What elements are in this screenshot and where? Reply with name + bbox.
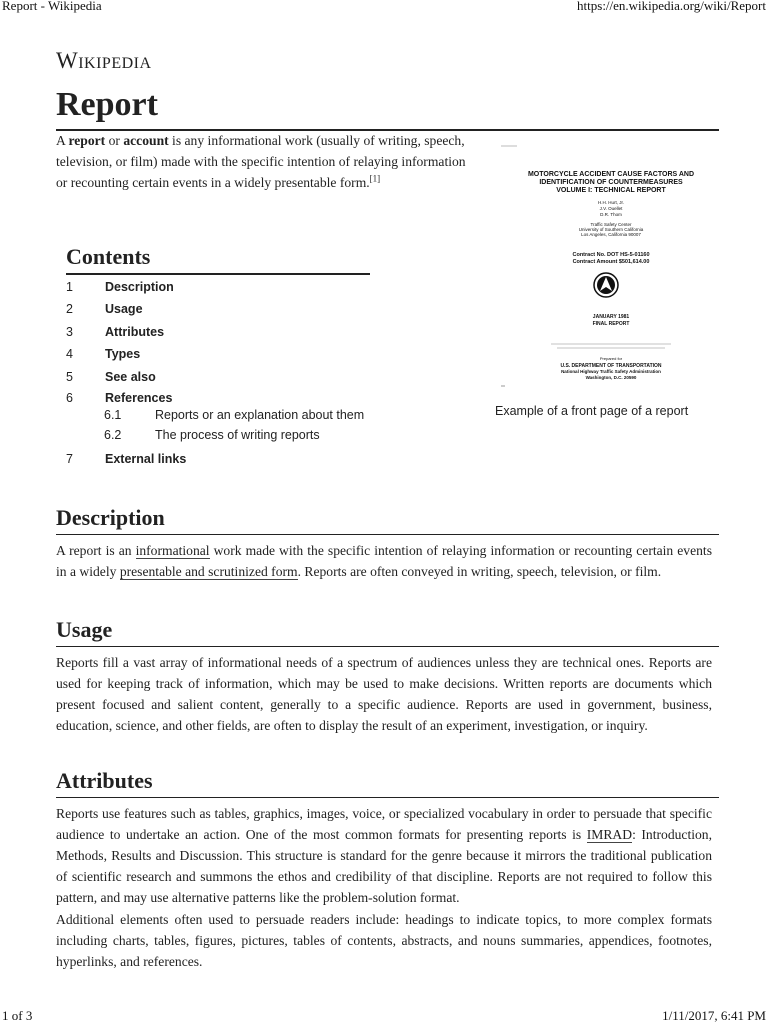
toc-label[interactable]: Usage (105, 302, 143, 316)
body-text: . Reports are often conveyed in writing, speech, television, or film. (297, 564, 662, 579)
doc-title-line-3: VOLUME I: TECHNICAL REPORT (556, 187, 666, 194)
doc-author-1: H.H. Hurt, Jr. (597, 200, 625, 205)
toc-number: 6.2 (104, 428, 122, 442)
doc-org-3: Los Angeles, California 90007 (581, 232, 641, 237)
doc-org-1: Traffic Safety Center (590, 222, 632, 227)
attributes-paragraph-1 (56, 803, 712, 908)
body-text: : Introduction, Methods, Results and Discussion. This structure is standard for the genre because it mirrors the traditional publication of scientific research and summons the ethos and credibility of that discipline. Reports are not required to follow this pattern, and may use alternative patterns like the problem-solution format. (56, 827, 712, 905)
print-header-url[interactable]: https://en.wikipedia.org/wiki/Report (577, 0, 766, 13)
doc-prepared-for: Prepared for (599, 356, 623, 361)
section-heading-description: Description (56, 504, 719, 535)
intro-text: A (56, 133, 69, 148)
report-cover-image[interactable] (493, 140, 719, 394)
toc-label[interactable]: Types (105, 347, 141, 361)
toc-number: 7 (66, 452, 73, 466)
section-heading-usage: Usage (56, 616, 719, 647)
body-text: work made with the specific intention of relaying information or recounting certain events in a widely (56, 543, 712, 579)
link-imrad[interactable]: IMRAD (586, 827, 633, 842)
body-text: Reports use features such as tables, graphics, images, voice, or specialized vocabulary in order to persuade that specific audience to undertake an action. One of the most common formats for presenting reports is (56, 806, 712, 842)
toc-number: 5 (66, 370, 73, 384)
toc-number: 3 (66, 325, 73, 339)
doc-dept: U.S. DEPARTMENT OF TRANSPORTATION (560, 363, 662, 369)
wikipedia-wordmark[interactable]: Wikipedia (56, 48, 152, 73)
usage-paragraph: Reports fill a vast array of informational needs of a spectrum of audiences unless they are technical ones. Reports are used for keeping track of information, which may be used to make decisions. Written reports are documents which present focused and salient content, generally to a specific audience. Reports are used in government, business, education, science, and other fields, are often to display the result of an experiment, investigation, or inquiry. (56, 655, 712, 733)
doc-author-3: D.R. Thom (600, 212, 622, 217)
doc-author-2: J.V. Ouellet (599, 206, 623, 211)
toc-label[interactable]: See also (105, 370, 156, 384)
doc-date: JANUARY 1981 (592, 314, 630, 320)
intro-paragraph (56, 130, 468, 193)
toc-label[interactable]: External links (105, 452, 187, 466)
body-text: A report is an (56, 543, 136, 558)
print-page-count: 1 of 3 (2, 1008, 33, 1023)
link-presentable-form[interactable]: presentable and scrutinized form (119, 564, 298, 579)
toc-number: 6.1 (104, 408, 122, 422)
link-informational[interactable]: informational (135, 543, 210, 558)
page-title: Report (56, 83, 719, 131)
doc-title-line-1: MOTORCYCLE ACCIDENT CAUSE FACTORS AND (527, 171, 695, 178)
doc-address: Washington, D.C. 20590 (585, 375, 637, 380)
print-header (0, 0, 768, 14)
print-footer (0, 1008, 768, 1024)
toc-label[interactable]: The process of writing reports (155, 428, 320, 442)
toc-number: 1 (66, 280, 73, 294)
doc-contract-no: Contract No. DOT HS-5-01160 (572, 252, 650, 258)
report-figure (493, 140, 719, 440)
doc-org-2: University of Southern California (578, 227, 644, 232)
toc-number: 6 (66, 391, 73, 405)
citation-ref[interactable]: [1] (369, 173, 381, 184)
toc-number: 2 (66, 302, 73, 316)
toc-label[interactable]: Description (105, 280, 174, 294)
intro-text: is any informational work (usually of writing, speech, television, or film) made with the specific intention of relaying information or recounting certain events in a widely presentable form. (56, 133, 466, 190)
print-datetime: 1/11/2017, 6:41 PM (662, 1008, 766, 1023)
dot-emblem-icon (594, 273, 618, 297)
toc-label[interactable]: Attributes (105, 325, 165, 339)
doc-agency: National Highway Traffic Safety Administration (561, 369, 661, 374)
intro-text: or (105, 133, 124, 148)
attributes-paragraph-2: Additional elements often used to persuade readers include: headings to indicate topics, to more complex formats including charts, tables, figures, pictures, tables of contents, abstracts, and nouns summaries, appendices, footnotes, hyperlinks, and references. (56, 912, 712, 969)
description-paragraph (56, 540, 712, 582)
toc-label[interactable]: Reports or an explanation about them (155, 408, 365, 422)
print-header-title: Report - Wikipedia (2, 0, 102, 13)
toc-number: 4 (66, 347, 73, 361)
toc-title: Contents (66, 243, 370, 275)
doc-contract-amount: Contract Amount $501,614.00 (572, 259, 650, 265)
section-heading-attributes: Attributes (56, 767, 719, 798)
intro-bold-report: report (68, 133, 106, 148)
doc-title-line-2: IDENTIFICATION OF COUNTERMEASURES (539, 179, 683, 186)
doc-final-report: FINAL REPORT (592, 321, 630, 327)
intro-bold-account: account (123, 133, 169, 148)
toc-label[interactable]: References (105, 391, 173, 405)
figure-caption: Example of a front page of a report (495, 404, 689, 418)
